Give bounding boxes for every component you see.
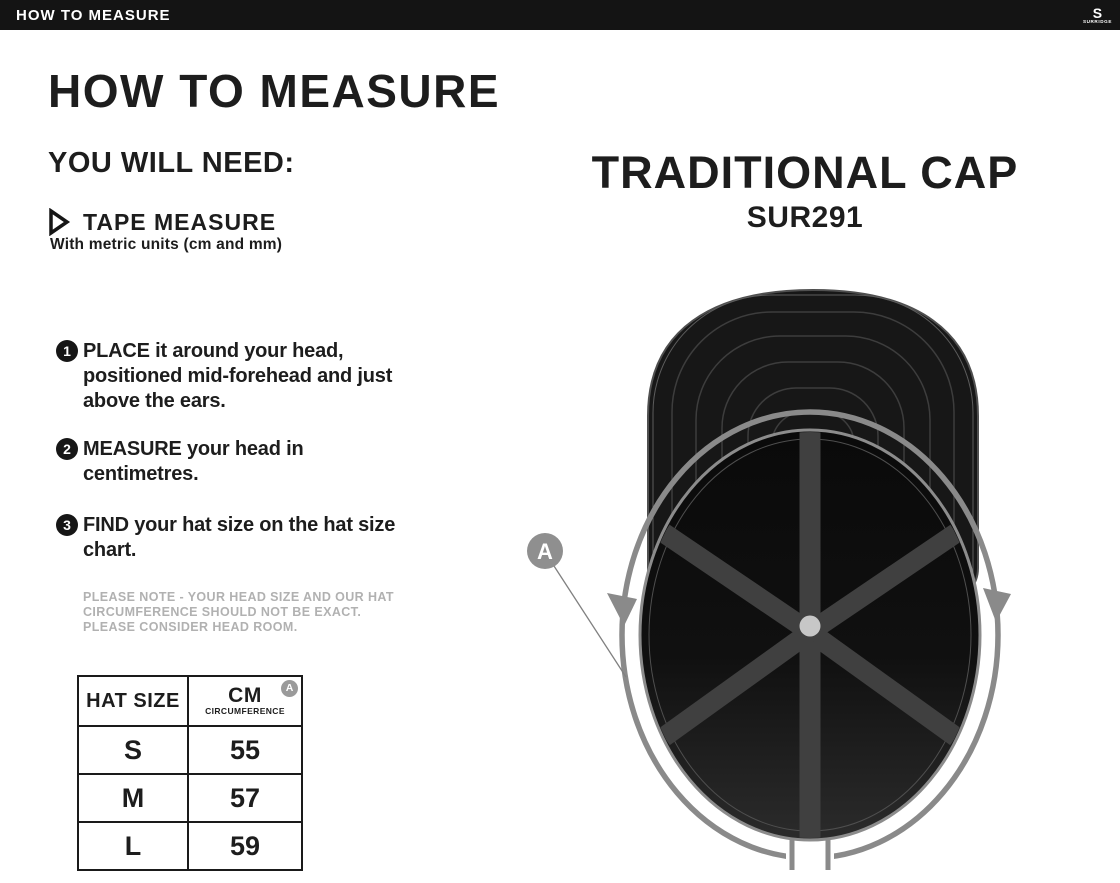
- product-title-block: [560, 148, 1050, 235]
- cm-value: 59: [229, 830, 261, 861]
- measurement-arrow-right: [983, 588, 1011, 622]
- step-1: [56, 339, 403, 414]
- cap-center-button: [800, 616, 821, 637]
- product-code: SUR291: [746, 201, 864, 234]
- size-cell: [78, 774, 188, 822]
- step-text: MEASURE your head in centimetres.: [83, 438, 304, 485]
- table-row: [78, 726, 302, 774]
- you-will-need-heading: YOU WILL NEED:: [48, 147, 295, 179]
- step-text: PLACE it around your head, positioned mid-forehead and just above the ears.: [83, 340, 393, 412]
- top-bar: [0, 0, 1120, 30]
- table-row: [78, 774, 302, 822]
- topbar-title: HOW TO MEASURE: [16, 6, 171, 24]
- measurement-arrow-left: [607, 593, 637, 626]
- tape-measure-note: With metric units (cm and mm): [50, 236, 283, 253]
- cm-cell: [188, 822, 302, 870]
- size-value: L: [124, 830, 142, 861]
- marker-a-badge: A: [281, 680, 298, 697]
- page-title: HOW TO MEASURE: [48, 65, 501, 117]
- circumference-label: CIRCUMFERENCE: [205, 706, 285, 716]
- marker-a-label: A: [537, 539, 553, 564]
- cm-header-label: CM: [228, 684, 262, 707]
- cm-cell: [188, 774, 302, 822]
- size-cell: [78, 822, 188, 870]
- step-number-badge: 2: [56, 438, 78, 460]
- step-text: FIND your hat size on the hat size chart.: [83, 514, 396, 561]
- hat-size-header-label: HAT SIZE: [86, 689, 180, 712]
- cm-header-cell: [188, 676, 302, 726]
- step-2: [56, 437, 403, 487]
- size-cell: [78, 726, 188, 774]
- disclaimer-note: [83, 590, 394, 635]
- traditional-cap-illustration: [500, 270, 1120, 883]
- cap-crown: [640, 430, 980, 840]
- cm-value: 55: [229, 734, 261, 765]
- tape-measure-label: TAPE MEASURE: [83, 208, 277, 235]
- size-value: S: [123, 734, 142, 765]
- surridge-logo-text: SURRIDGE: [1082, 19, 1112, 25]
- step-3: [56, 513, 403, 563]
- disclaimer-line: PLEASE CONSIDER HEAD ROOM.: [83, 620, 298, 634]
- hat-size-table: [77, 675, 303, 871]
- hat-size-header-cell: [78, 676, 188, 726]
- size-value: M: [121, 782, 145, 813]
- cm-value: 57: [229, 782, 261, 813]
- marker-leader-line: [554, 566, 626, 677]
- cm-cell: [188, 726, 302, 774]
- table-header-row: [78, 676, 302, 726]
- step-number-badge: 3: [56, 514, 78, 536]
- surridge-logo-icon: S: [1092, 5, 1103, 22]
- disclaimer-line: PLEASE NOTE - YOUR HEAD SIZE AND OUR HAT: [83, 590, 394, 604]
- marker-a-callout: [527, 533, 626, 677]
- table-row: [78, 822, 302, 870]
- play-triangle-icon: [48, 208, 71, 236]
- disclaimer-line: CIRCUMFERENCE SHOULD NOT BE EXACT.: [83, 605, 362, 619]
- surridge-logo: [1083, 7, 1112, 25]
- product-name: TRADITIONAL CAP: [591, 147, 1019, 198]
- tape-measure-item: [48, 208, 276, 236]
- step-number-badge: 1: [56, 340, 78, 362]
